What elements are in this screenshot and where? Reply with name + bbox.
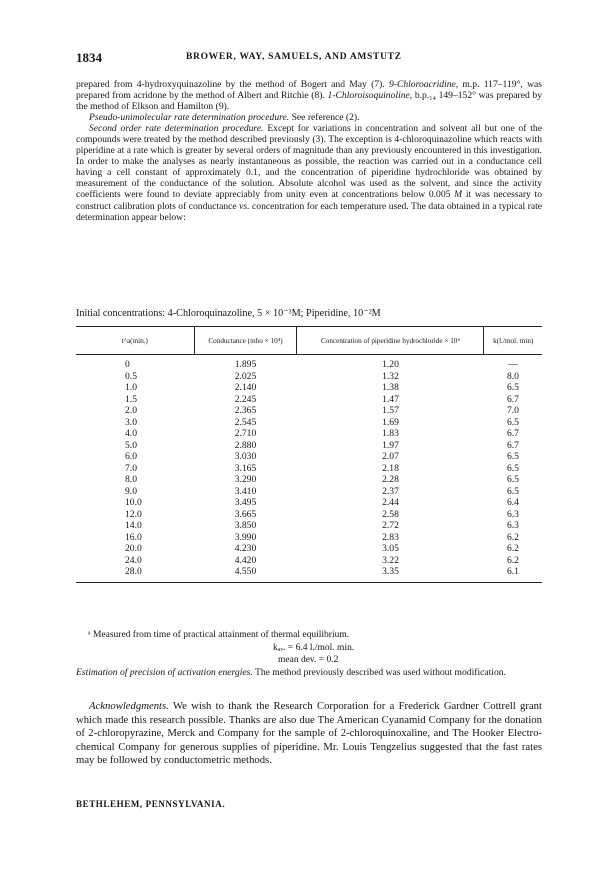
section-run-in-heading: Acknowledgments. bbox=[89, 700, 169, 712]
table-row bbox=[76, 382, 542, 394]
cell-time: 2.0 bbox=[125, 405, 137, 416]
table-body bbox=[76, 355, 542, 583]
cell-concentration: 2.58 bbox=[382, 508, 399, 520]
table-row bbox=[76, 566, 542, 582]
column-header-concentration: Concentration of piperidine hydrochloride × 10⁴ bbox=[297, 327, 484, 355]
cell-rate-constant: 6.7 bbox=[506, 428, 519, 439]
table-row bbox=[76, 405, 542, 417]
table-row bbox=[76, 440, 542, 452]
cell-rate-constant: 6.7 bbox=[506, 439, 519, 451]
paragraph-second-order: Second order rate determination procedure. Except for variations in concentration and solvent all but one of the compounds were treated by the method described previously (3). The exception is 4-chloroquinazoline which reacts with piperidine at a rate which is greater by several orders of magnitude than any previously encountered in this investigation. In order to make the analyses as nearly instantaneous as possible, the reaction was carried out in a conductance cell having a cell constant of approximately 0.1, and the concentration of piperidine hydrochloride was obtained by measurement of the conductance of the solution. Absolute alcohol was used as the solvent, and since the activity coefficients were found to deviate appreciably from unity even at concentrations below 0.005 M it was necessary to construct calibration plots of conductance vs. concentration for each temperature used. The data obtained in a typical rate determination appear below: bbox=[76, 123, 542, 223]
cell-concentration: 3.22 bbox=[382, 554, 399, 566]
cell-time: 24.0 bbox=[125, 554, 142, 566]
compound-name: 9-Chloroacridine, bbox=[388, 79, 459, 90]
cell-rate-constant: 6.1 bbox=[484, 566, 542, 582]
cell-concentration: 2.37 bbox=[382, 485, 399, 497]
table-header-row bbox=[76, 327, 542, 355]
cell-concentration: 1.57 bbox=[382, 405, 399, 416]
cell-rate-constant: 6.5 bbox=[506, 451, 519, 462]
table-row bbox=[76, 355, 542, 371]
cell-conductance: 4.420 bbox=[234, 554, 257, 566]
cell-time: 10.0 bbox=[125, 497, 142, 508]
cell-rate-constant: 6.2 bbox=[506, 543, 519, 554]
cell-conductance: 4.230 bbox=[234, 543, 257, 554]
acknowledgments bbox=[76, 700, 542, 768]
cell-rate-constant: 6.5 bbox=[506, 416, 519, 428]
cell-conductance: 3.495 bbox=[234, 497, 257, 508]
table-row bbox=[76, 417, 542, 429]
cell-rate-constant: 7.0 bbox=[506, 405, 519, 416]
rate-data-table bbox=[76, 326, 542, 583]
header-authors: BROWER, WAY, SAMUELS, AND AMSTUTZ bbox=[186, 52, 402, 62]
cell-conductance: 3.030 bbox=[234, 451, 257, 462]
compound-name: 1-Chloroisoquinoline, bbox=[327, 90, 413, 102]
section-run-in-heading: Pseudo-unimolecular rate determination procedure. bbox=[89, 112, 290, 124]
column-header-conductance: Conductance (mho × 10⁴) bbox=[194, 327, 297, 355]
table-row bbox=[76, 532, 542, 544]
paragraph-acknowledgments: Acknowledgments. We wish to thank the Research Corporation for a Frederick Gardner Cottrell grant which made this research possible. Thanks are also due The American Cyanamid Company for the donation of 2-chloropyrazine, Merck and Company for the sample of 2-chloroquinoxaline, and The Hooker Electro-chemical Company for generous supplies of piperidine. Mr. Louis Tengzelius suggested that the fast rates may be followed by conductometric methods. bbox=[76, 700, 542, 767]
cell-rate-constant: 6.5 bbox=[506, 462, 519, 474]
cell-concentration: 2.07 bbox=[382, 451, 399, 462]
cell-conductance: 3.850 bbox=[234, 520, 257, 531]
cell-time: 12.0 bbox=[125, 508, 142, 520]
cell-rate-constant: 6.5 bbox=[506, 485, 519, 497]
table-row bbox=[76, 520, 542, 532]
cell-conductance: 2.545 bbox=[234, 416, 257, 428]
author-location: BETHLEHEM, PENNSYLVANIA. bbox=[76, 799, 226, 809]
cell-concentration: 1.38 bbox=[382, 382, 399, 393]
cell-rate-constant: 6.5 bbox=[506, 474, 519, 485]
table-row bbox=[76, 497, 542, 509]
cell-time: 7.0 bbox=[125, 462, 137, 474]
cell-conductance: 3.665 bbox=[234, 508, 257, 520]
cell-concentration: 2.44 bbox=[382, 497, 399, 508]
table-row bbox=[76, 555, 542, 567]
cell-time: 8.0 bbox=[125, 474, 137, 485]
table-row bbox=[76, 428, 542, 440]
initial-concentrations: Initial concentrations: 4-Chloroquinazoline, 5 × 10⁻³M; Piperidine, 10⁻²M bbox=[76, 308, 381, 319]
section-run-in-heading: Second order rate determination procedure. bbox=[89, 123, 264, 135]
cell-rate-constant: 6.5 bbox=[506, 382, 519, 393]
table-row bbox=[76, 371, 542, 383]
cell-time: 4.0 bbox=[125, 428, 137, 439]
paragraph-pseudo-unimolecular: Pseudo-unimolecular rate determination procedure. See reference (2). bbox=[89, 112, 360, 124]
cell-time: 5.0 bbox=[125, 439, 137, 451]
cell-time: 9.0 bbox=[125, 485, 137, 497]
table-row bbox=[76, 486, 542, 498]
paragraph-estimation: Estimation of precision of activation energies. The method previously described was used without modification. bbox=[76, 667, 506, 678]
table-row bbox=[76, 451, 542, 463]
table-row bbox=[76, 394, 542, 406]
section-run-in-heading: Estimation of precision of activation energies. bbox=[76, 667, 253, 678]
column-header-time: t^a(min.) bbox=[76, 327, 194, 355]
cell-conductance: 3.290 bbox=[234, 474, 257, 485]
table-row bbox=[76, 509, 542, 521]
cell-concentration: 1.47 bbox=[382, 393, 399, 405]
cell-time: 1.5 bbox=[125, 393, 137, 405]
running-head bbox=[76, 50, 542, 66]
cell-concentration: 1.69 bbox=[382, 416, 399, 428]
cell-conductance: 2.140 bbox=[234, 382, 257, 393]
table-row bbox=[76, 474, 542, 486]
cell-conductance: 2.365 bbox=[234, 405, 257, 416]
body-text bbox=[76, 79, 542, 223]
cell-conductance: 2.245 bbox=[234, 393, 257, 405]
page-number: 1834 bbox=[76, 50, 102, 65]
cell-conductance: 1.895 bbox=[234, 359, 257, 370]
cell-concentration: 1.20 bbox=[382, 359, 399, 370]
cell-rate-constant: 6.3 bbox=[506, 508, 519, 520]
cell-conductance: 2.880 bbox=[234, 439, 257, 451]
column-header-rate-constant: k(l./mol. min) bbox=[484, 327, 542, 355]
cell-time: 0.5 bbox=[125, 370, 137, 382]
table-row bbox=[76, 543, 542, 555]
average-rate-constant: kₐᵥ. = 6.4 l./mol. min. bbox=[273, 643, 355, 653]
cell-time: 20.0 bbox=[125, 543, 142, 554]
cell-rate-constant: 6.2 bbox=[506, 554, 519, 566]
cell-rate-constant: 6.7 bbox=[506, 393, 519, 405]
mean-deviation: mean dev. = 0.2 bbox=[278, 655, 339, 665]
cell-time: 3.0 bbox=[125, 416, 137, 428]
cell-conductance: 3.990 bbox=[234, 531, 257, 543]
cell-time: 28.0 bbox=[76, 566, 194, 582]
cell-conductance: 2.710 bbox=[234, 428, 257, 439]
table-footnote: ᵃ Measured from time of practical attainment of thermal equilibrium. bbox=[88, 630, 350, 640]
cell-concentration: 3.35 bbox=[297, 566, 484, 582]
cell-time: 0 bbox=[125, 359, 130, 370]
cell-concentration: 1.32 bbox=[382, 370, 399, 382]
cell-conductance: 2.025 bbox=[234, 370, 257, 382]
cell-concentration: 3.05 bbox=[382, 543, 399, 554]
table-row bbox=[76, 463, 542, 475]
cell-time: 14.0 bbox=[125, 520, 142, 531]
paragraph-preparations: prepared from 4-hydroxyquinazoline by the method of Bogert and May (7). 9-Chloroacridine, m.p. 117–119°, was prepared from acridone by the method of Albert and Ritchie (8). 1-Chloroisoquinoline, b.p.₁₄ 149–152° was prepared by the method of Elkson and Hamilton (9). bbox=[76, 79, 542, 113]
cell-rate-constant: 6.2 bbox=[506, 531, 519, 543]
cell-rate-constant: — bbox=[508, 359, 518, 370]
cell-conductance: 4.550 bbox=[194, 566, 297, 582]
cell-concentration: 1.97 bbox=[382, 439, 399, 451]
cell-rate-constant: 6.3 bbox=[506, 520, 519, 531]
cell-time: 1.0 bbox=[125, 382, 137, 393]
cell-concentration: 2.18 bbox=[382, 462, 399, 474]
cell-conductance: 3.165 bbox=[234, 462, 257, 474]
cell-time: 6.0 bbox=[125, 451, 137, 462]
cell-time: 16.0 bbox=[125, 531, 142, 543]
cell-concentration: 2.72 bbox=[382, 520, 399, 531]
cell-conductance: 3.410 bbox=[234, 485, 257, 497]
cell-rate-constant: 8.0 bbox=[506, 370, 519, 382]
cell-rate-constant: 6.4 bbox=[506, 497, 519, 508]
cell-concentration: 2.28 bbox=[382, 474, 399, 485]
cell-concentration: 1.83 bbox=[382, 428, 399, 439]
cell-concentration: 2.83 bbox=[382, 531, 399, 543]
